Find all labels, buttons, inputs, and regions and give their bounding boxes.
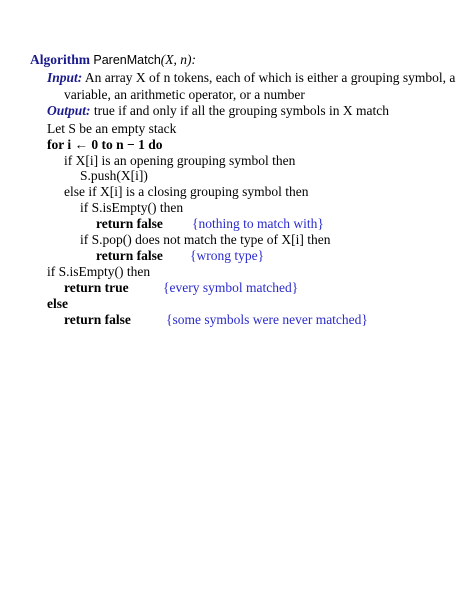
code-line-10: if S.isEmpty() then <box>47 264 151 279</box>
input-description-2: variable, an arithmetic operator, or a number <box>64 87 305 102</box>
code-line-8: if S.pop() does not match the type of X[i] then <box>80 232 331 247</box>
code-line-3: if X[i] is an opening grouping symbol then <box>64 153 296 168</box>
code-line-6: if S.isEmpty() then <box>80 200 184 215</box>
output-line <box>47 103 389 119</box>
code-line-9: return false <box>96 248 163 263</box>
input-line-1 <box>47 70 455 86</box>
code-line-7: return false <box>96 216 163 231</box>
input-description-1: An array X of n tokens, each of which is either a grouping symbol, a <box>84 70 456 85</box>
output-description: true if and only if all the grouping symbols in X match <box>93 103 389 118</box>
code-line-5: else if X[i] is a closing grouping symbol then <box>64 184 309 199</box>
input-label: Input: <box>47 70 83 85</box>
input-line-2 <box>64 87 305 103</box>
code-line-12: else <box>47 296 68 311</box>
algorithm-header <box>30 52 196 68</box>
code-line-4: S.push(X[i]) <box>80 168 148 183</box>
algorithm-params: (X, n): <box>160 52 197 67</box>
output-label: Output: <box>47 103 91 118</box>
algorithm-keyword: Algorithm <box>30 52 90 67</box>
comment-wrong-type: {wrong type} <box>190 248 265 263</box>
code-line-1: Let S be an empty stack <box>47 121 177 136</box>
comment-every-symbol-matched: {every symbol matched} <box>163 280 299 295</box>
code-line-13: return false <box>64 312 131 327</box>
code-line-11: return true <box>64 280 129 295</box>
code-line-2: for i ← 0 to n − 1 do <box>47 137 163 152</box>
comment-some-symbols-never-matched: {some symbols were never matched} <box>166 312 368 327</box>
comment-nothing-to-match: {nothing to match with} <box>192 216 324 231</box>
algorithm-name: ParenMatch <box>93 53 161 67</box>
